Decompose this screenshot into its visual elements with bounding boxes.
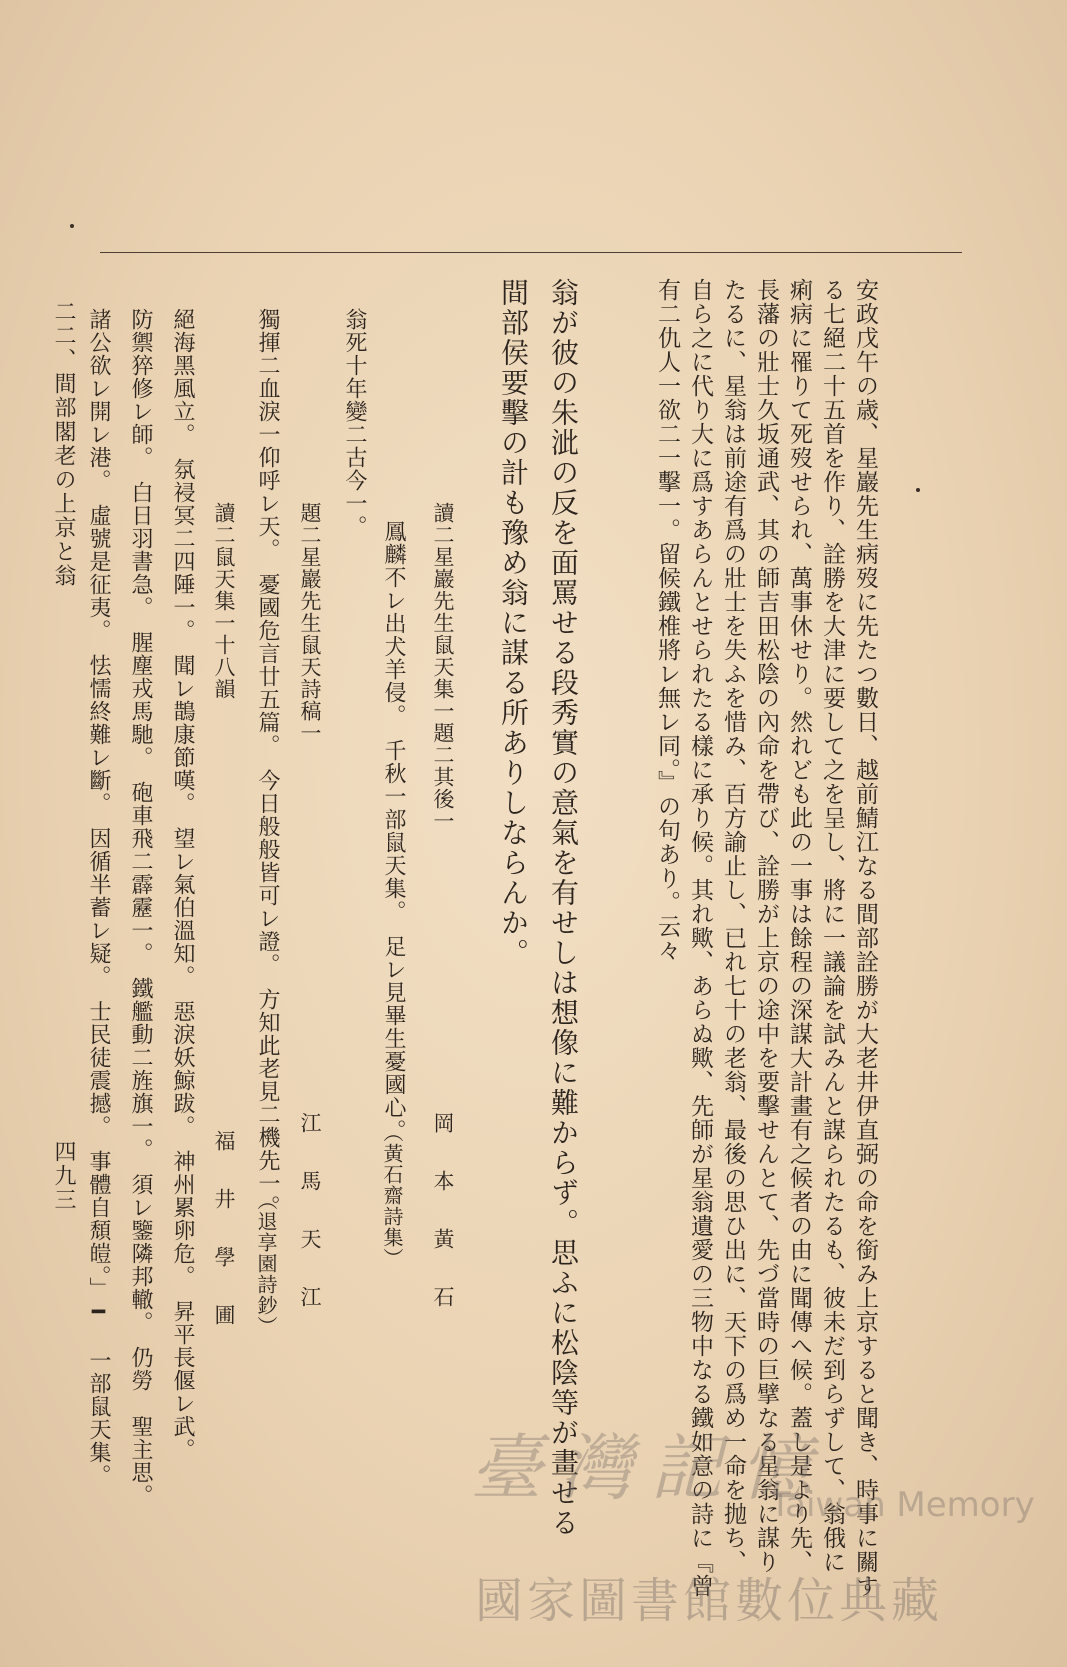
section-header: 二二、間部閣老の上京と翁 <box>51 300 76 588</box>
prose-column: 長藩の壯士久坂通武、其の師吉田松陰の內命を帶び、詮勝が上京の途中を要擊せんとて、先づ當時の巨擘なる星翁に謀り <box>753 278 779 1574</box>
prose-column: 自ら之に代り大に爲すあらんとせられたる樣に承り候。其れ歟、あらぬ歟、先師が星翁遺愛の三物中なる鐵如意の詩に『曾 <box>687 278 713 1598</box>
poem-author: 福 井 學 圃 <box>212 1130 236 1333</box>
poem-line: 鳳麟不レ出犬羊侵。 千秋一部鼠天集。 足レ見畢生憂國心。 <box>381 520 406 1142</box>
poem-line: 翁死十年變二古今一。 <box>342 308 367 538</box>
commentary-column: 翁が彼の朱泚の反を面罵せる段秀實の意氣を有せしは想像に難からず。思ふに松陰等が畫せる <box>547 278 580 1538</box>
poem-title: 題二星巖先生鼠天詩稿一 <box>298 502 322 744</box>
poem-line: 獨揮二血淚一仰呼レ天。 憂國危言廿五篇。 今日般般皆可レ證。 方知此老見二機先一。 <box>255 308 280 1218</box>
prose-column: 有二仇人一欲二一擊一。留候鐵椎將レ無レ同。』の句あり。云々 <box>654 278 680 963</box>
commentary-column: 間部侯要擊の計も豫め翁に謀る所ありしならんか。 <box>497 278 530 968</box>
prose-column: たるに、星翁は前途有爲の壯士を失ふを惜み、百方諭止し、已れ七十の老翁、最後の思ひ出に、天下の爲め一命を抛ち、 <box>720 278 746 1574</box>
poem-author: 江 馬 天 江 <box>298 1112 322 1315</box>
page-number: 四九三 <box>51 1140 76 1212</box>
poem-author: 岡 本 黃 石 <box>431 1112 455 1315</box>
header-rule <box>100 252 962 253</box>
poem-source: （退享園詩鈔） <box>254 1190 278 1337</box>
poem-source: （黃石齋詩集） <box>380 1122 404 1269</box>
watermark-calligraphy: 臺灣記憶 <box>470 1426 831 1510</box>
poem-line: 防禦猝修レ師。 白日羽書急。 腥塵戎馬馳。 砲車飛二霹靂一。 鐵艦動二旌旗一。 須レ鑒隣邦轍。 仍勞 聖主思。 <box>128 308 153 1507</box>
poem-line: 諸公欲レ開レ港。 虛號是征夷。 怯懦終難レ斷。 因循半蓄レ疑。 士民徒震撼。 事體自頹皚。」━ 一部鼠天集。 <box>86 308 111 1487</box>
poem-title: 讀二鼠天集一十八韻 <box>212 502 236 700</box>
speck <box>916 488 920 492</box>
prose-column: る七絕二十五首を作り、詮勝を大津に要して之を呈し、將に一議論を試みんと謀られたるも、彼未だ到らずして、翁俄に <box>819 278 845 1574</box>
speck <box>70 224 74 228</box>
watermark-english: Taiwan Memory <box>770 1485 1035 1525</box>
poem-line: 絕海黑風立。 氛祲冥二四陲一。 聞レ鵲康節嘆。 望レ氣伯溫知。 惡淚妖鯨跋。 神州累卵危。 昇平長偃レ武。 <box>170 308 195 1461</box>
prose-column: 痢病に罹りて死歿せられ、萬事休せり。然れども此の一事は餘程の深謀大計畫有之候者の由に聞傳へ候。蓋し是より先、 <box>786 278 812 1574</box>
watermark-library: 國家圖書館數位典藏 <box>475 1573 944 1629</box>
poem-title: 讀二星巖先生鼠天集一題二其後一 <box>431 502 455 832</box>
prose-column: 安政戊午の歳、星巖先生病歿に先たつ數日、越前鯖江なる間部詮勝が大老井伊直弼の命を銜み上京すると聞き、時事に關す <box>852 278 878 1598</box>
